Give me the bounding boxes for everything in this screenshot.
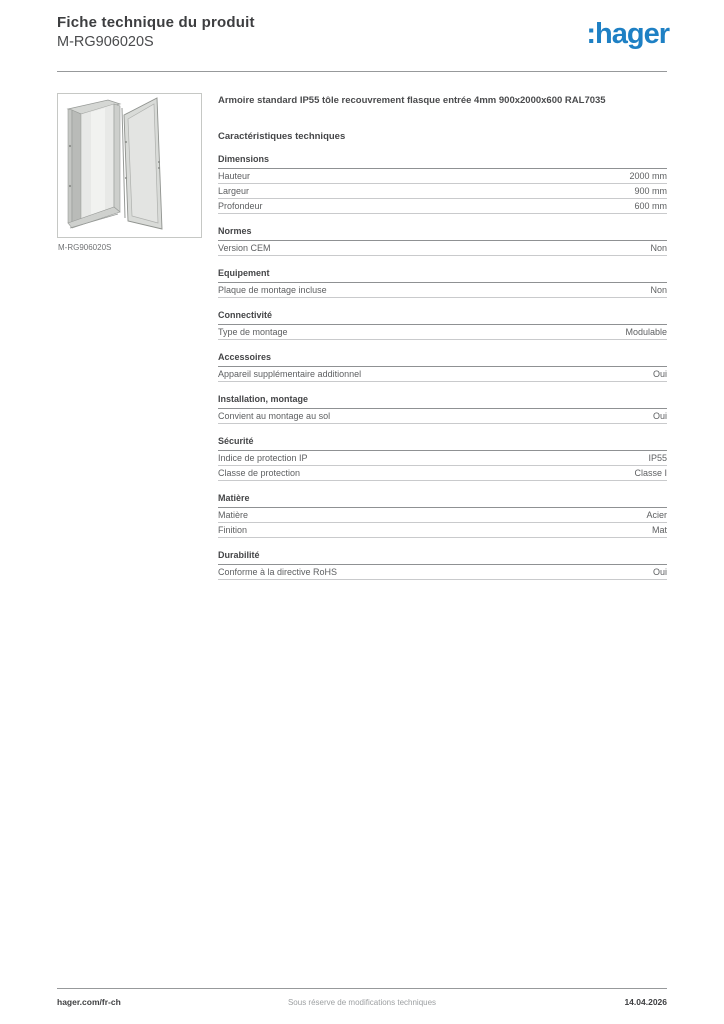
spec-section-accessoires <box>218 352 667 382</box>
spec-value: Modulable <box>625 327 667 337</box>
specs-heading: Caractéristiques techniques <box>218 131 346 142</box>
spec-section-title: Connectivité <box>218 310 667 325</box>
product-image-caption: M-RG906020S <box>58 243 112 252</box>
spec-section-installation <box>218 394 667 424</box>
spec-value: Oui <box>652 567 667 577</box>
product-description: Armoire standard IP55 tôle recouvrement flasque entrée 4mm 900x2000x600 RAL7035 <box>218 95 606 106</box>
spec-section-title: Dimensions <box>218 154 667 169</box>
spec-value: 600 mm <box>634 201 667 211</box>
spec-section-title: Accessoires <box>218 352 667 367</box>
spec-label: Profondeur <box>218 201 263 211</box>
spec-value: Mat <box>651 525 667 535</box>
spec-value: 900 mm <box>634 186 667 196</box>
spec-value: Classe I <box>634 468 667 478</box>
spec-row <box>218 367 667 382</box>
footer-divider <box>57 988 667 989</box>
spec-label: Appareil supplémentaire additionnel <box>218 369 362 379</box>
spec-row <box>218 199 667 214</box>
spec-section-title: Equipement <box>218 268 667 283</box>
spec-value: Oui <box>652 369 667 379</box>
specs-column <box>218 95 667 580</box>
spec-section-securite <box>218 436 667 481</box>
spec-label: Convient au montage au sol <box>218 411 331 421</box>
product-reference: M-RG906020S <box>57 34 154 50</box>
page-title: Fiche technique du produit <box>57 14 255 31</box>
spec-section-dimensions <box>218 154 667 214</box>
spec-value: Non <box>650 243 667 253</box>
spec-section-matiere <box>218 493 667 538</box>
spec-value: 2000 mm <box>629 171 667 181</box>
spec-section-durabilite <box>218 550 667 580</box>
spec-row <box>218 283 667 298</box>
hager-logo: :hager <box>586 18 669 50</box>
spec-row <box>218 565 667 580</box>
spec-row <box>218 325 667 340</box>
spec-row <box>218 451 667 466</box>
enclosure-cabinet-icon <box>58 94 201 237</box>
spec-value: Non <box>650 285 667 295</box>
footer-date: 14.04.2026 <box>624 997 667 1007</box>
footer-website-link[interactable]: hager.com/fr-ch <box>57 997 121 1007</box>
footer-notice: Sous réserve de modifications techniques <box>287 998 437 1007</box>
spec-label: Plaque de montage incluse <box>218 285 327 295</box>
product-image <box>57 93 202 238</box>
spec-row <box>218 241 667 256</box>
spec-label: Hauteur <box>218 171 251 181</box>
spec-label: Conforme à la directive RoHS <box>218 567 338 577</box>
spec-label: Indice de protection IP <box>218 453 308 463</box>
header-divider <box>57 71 667 72</box>
spec-label: Largeur <box>218 186 250 196</box>
spec-label: Matière <box>218 510 249 520</box>
spec-section-equipement <box>218 268 667 298</box>
spec-row <box>218 523 667 538</box>
spec-row <box>218 184 667 199</box>
spec-section-connectivite <box>218 310 667 340</box>
spec-value: Oui <box>652 411 667 421</box>
spec-label: Version CEM <box>218 243 271 253</box>
spec-row <box>218 409 667 424</box>
spec-section-title: Sécurité <box>218 436 667 451</box>
spec-value: Acier <box>646 510 667 520</box>
spec-section-title: Installation, montage <box>218 394 667 409</box>
spec-value: IP55 <box>648 453 667 463</box>
spec-row <box>218 169 667 184</box>
spec-section-title: Matière <box>218 493 667 508</box>
spec-row <box>218 466 667 481</box>
spec-section-title: Durabilité <box>218 550 667 565</box>
spec-label: Classe de protection <box>218 468 301 478</box>
spec-section-normes <box>218 226 667 256</box>
spec-section-title: Normes <box>218 226 667 241</box>
spec-label: Finition <box>218 525 248 535</box>
spec-row <box>218 508 667 523</box>
spec-label: Type de montage <box>218 327 288 337</box>
